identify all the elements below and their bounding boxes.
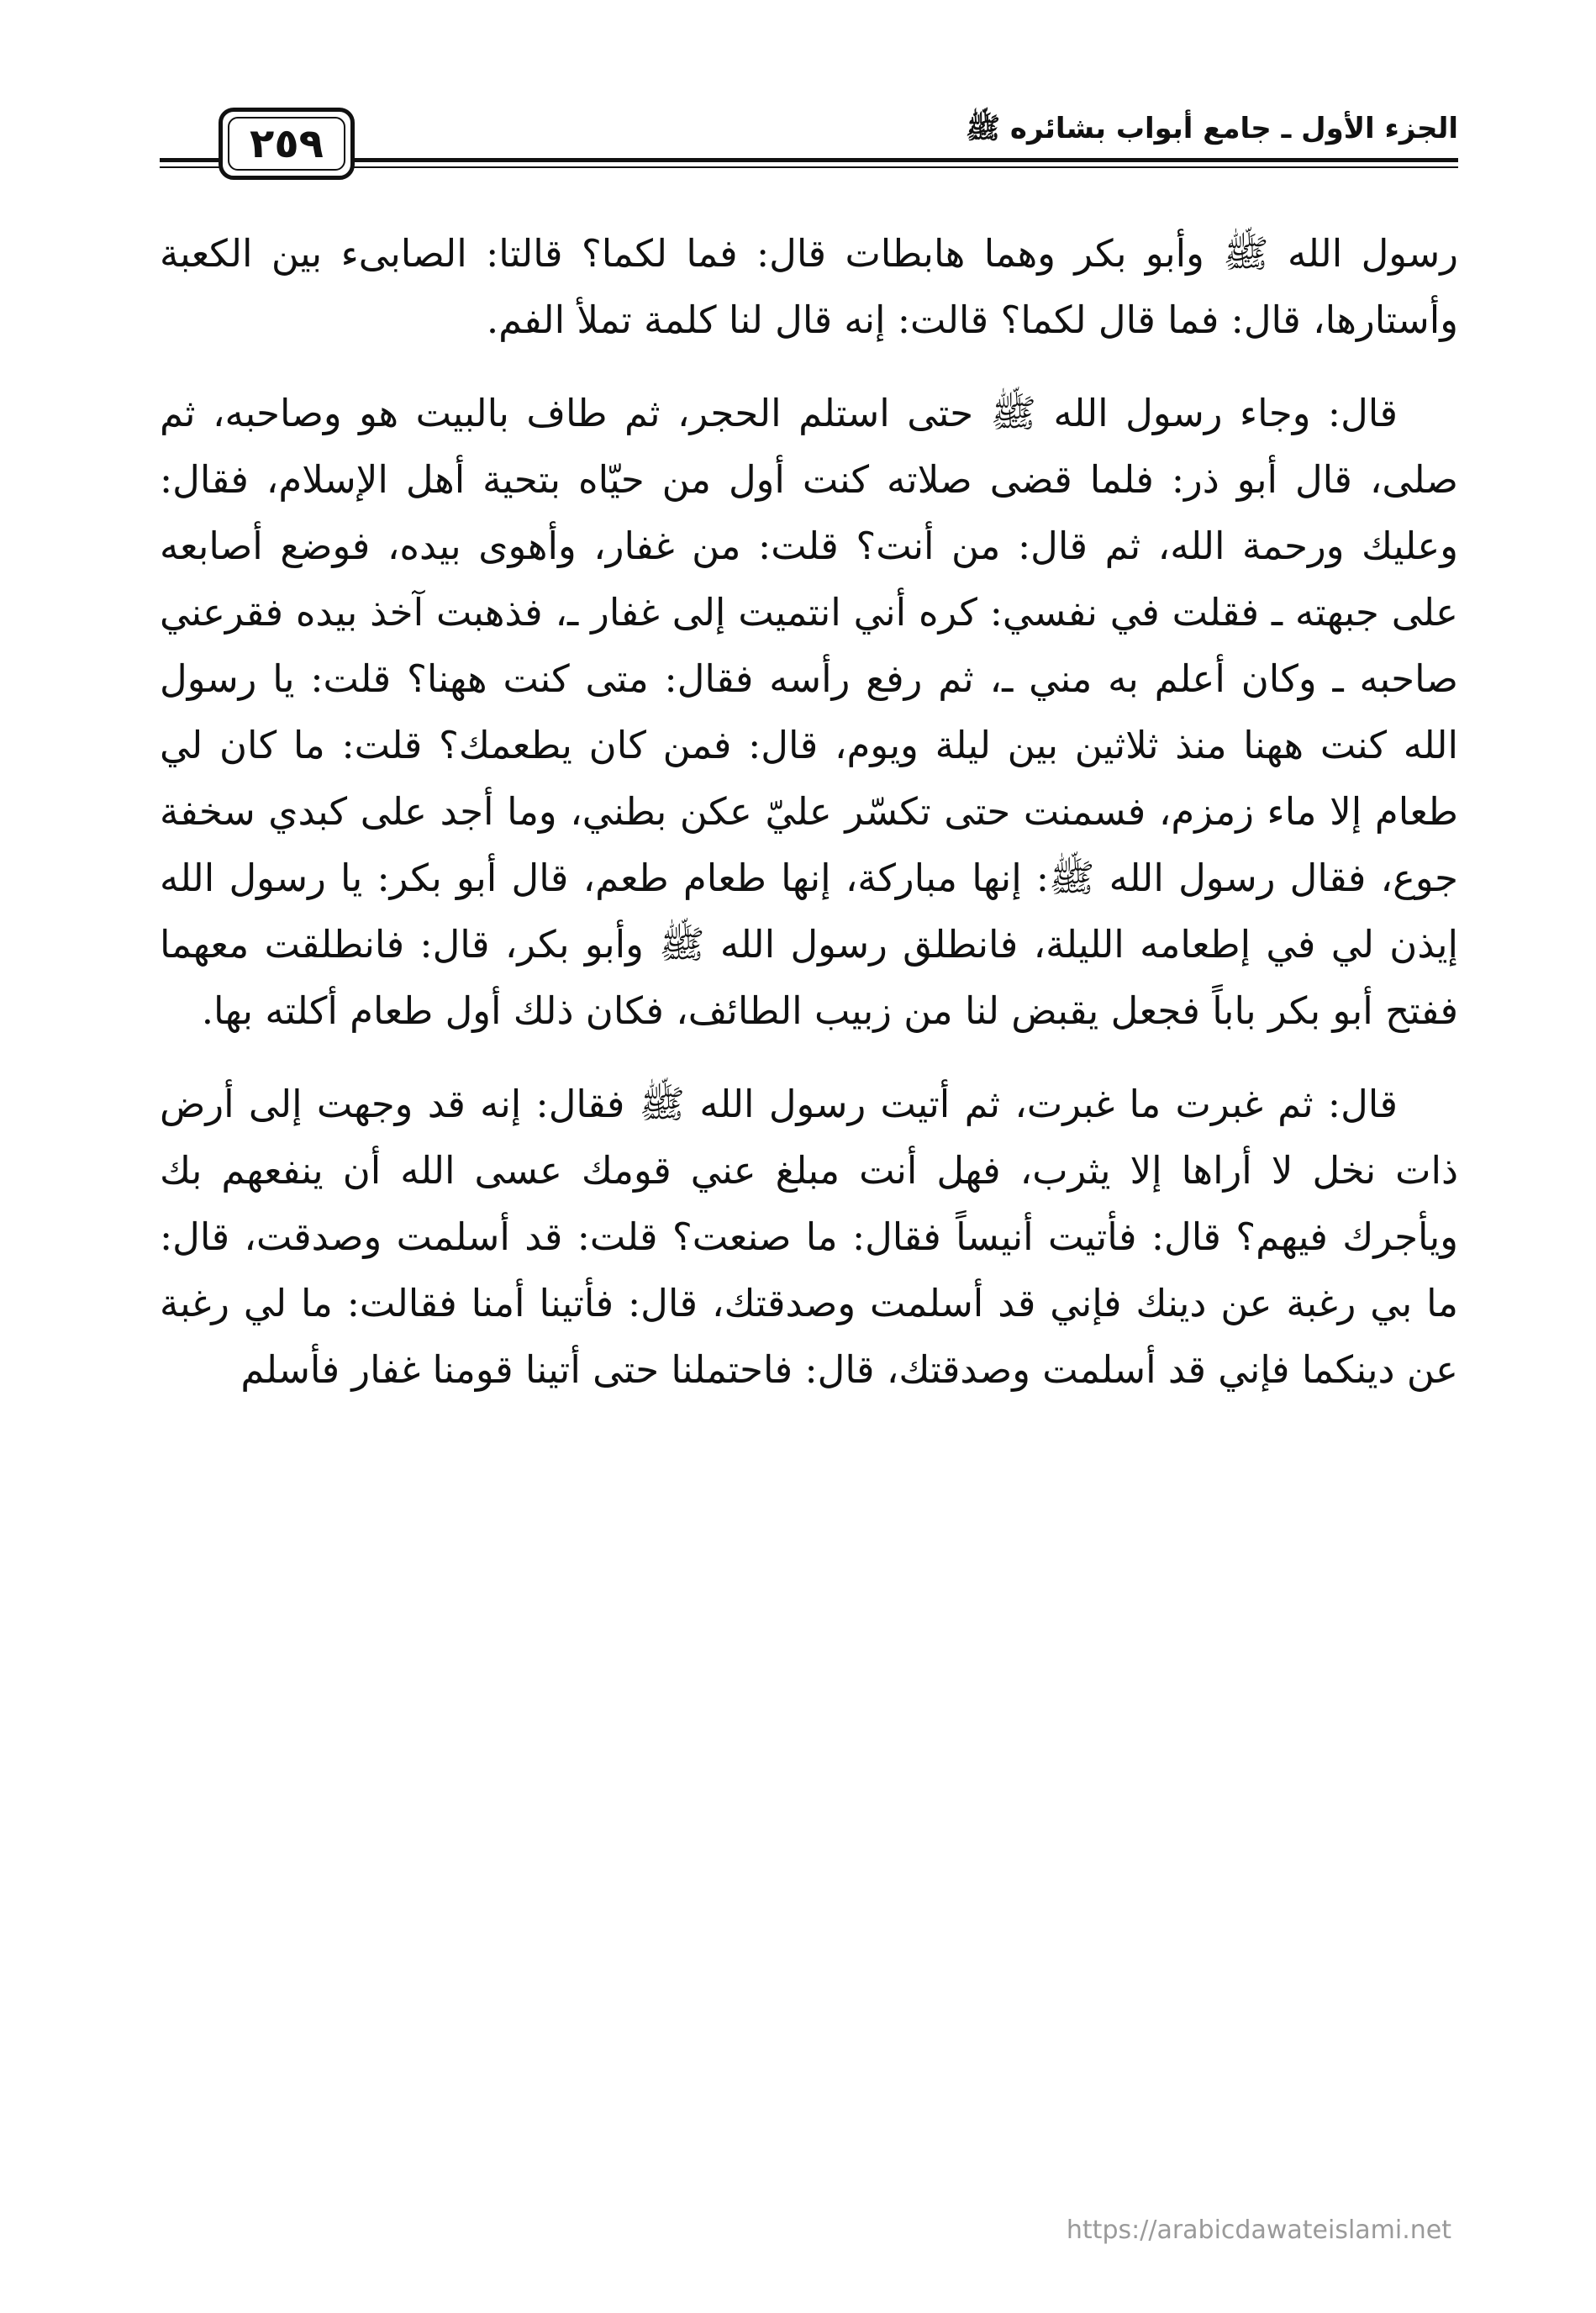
watermark-url: https://arabicdawateislami.net [1066,2216,1451,2245]
paragraph-2: قال: وجاء رسول الله ﷺ حتى استلم الحجر، ثم طاف بالبيت هو وصاحبه، ثم صلى، قال أبو ذر: فلما قضى صلاته كنت أول من حيّاه بتحية أهل الإسلام، فقال: وعليك ورحمة الله، ثم قال: من أنت؟ قلت: من غفار، وأهوى بيده، فوضع أصابعه على جبهته ـ فقلت في نفسي: كره أني انتميت إلى غفار ـ، فذهبت آخذ بيده فقرعني صاحبه ـ وكان أعلم به مني ـ، ثم رفع رأسه فقال: متى كنت ههنا؟ قلت: يا رسول الله كنت ههنا منذ ثلاثين بين ليلة ويوم، قال: فمن كان يطعمك؟ قلت: ما كان لي طعام إلا ماء زمزم، فسمنت حتى تكسّر عليّ عكن بطني، وما أجد على كبدي سخفة جوع، فقال رسول الله ﷺ: إنها مباركة، إنها طعام طعم، قال أبو بكر: يا رسول الله إيذن لي في إطعامه الليلة، فانطلق رسول الله ﷺ وأبو بكر، قال: فانطلقت معهما ففتح أبو بكر باباً فجعل يقبض لنا من زبيب الطائف، فكان ذلك أول طعام أكلته بها. [160,391,1458,1033]
paragraph-1: رسول الله ﷺ وأبو بكر وهما هابطات قال: فما لكما؟ قالتا: الصابىء بين الكعبة وأستارها، قال: فما قال لكما؟ قالت: إنه قال لنا كلمة تملأ الفم. [160,231,1458,342]
page-number-box [219,108,355,180]
body-text [160,220,1458,1430]
running-title: الجزء الأول ـ جامع أبواب بشائره ﷺ [965,112,1458,145]
page-number: ٢٥٩ [250,120,324,167]
paragraph-3: قال: ثم غبرت ما غبرت، ثم أتيت رسول الله ﷺ فقال: إنه قد وجهت إلى أرض ذات نخل لا أراها إلا يثرب، فهل أنت مبلغ عني قومك عسى الله أن ينفعهم بك ويأجرك فيهم؟ قال: فأتيت أنيساً فقال: ما صنعت؟ قلت: قد أسلمت وصدقت، قال: ما بي رغبة عن دينك فإني قد أسلمت وصدقتك، قال: فأتينا أمنا فقالت: ما لي رغبة عن دينكما فإني قد أسلمت وصدقتك، قال: فاحتملنا حتى أتينا قومنا غفار فأسلم [160,1082,1458,1392]
page-header [160,99,1458,183]
